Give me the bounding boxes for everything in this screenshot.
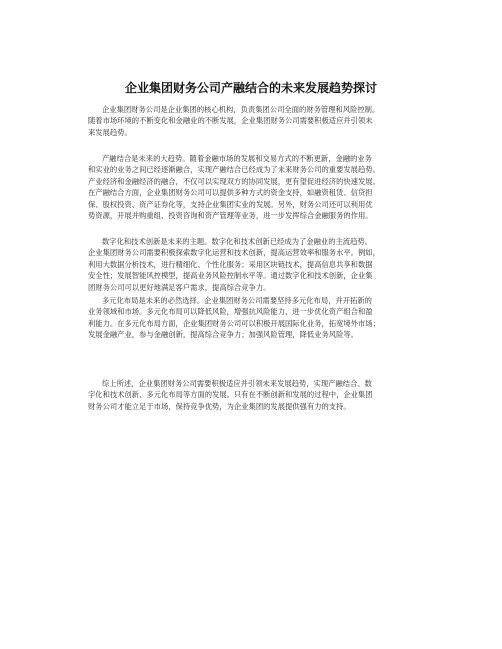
paragraph-line: 企业集团财务公司是企业集团的核心机构，负责集团公司全面的财务管理和风险控制。: [102, 105, 380, 114]
paragraph-line: 保、股权投资、资产证券化等，支持企业集团实业的发展。另外，财务公司还可以利用优: [88, 199, 373, 209]
paragraph-line: 来发展趋势。: [88, 127, 132, 137]
paragraph-line: 和实业的业务之间已经逐渐融合，实现产融结合已经成为了未来财务公司的重要发展趋势。: [88, 165, 380, 175]
paragraph-line: 在产融结合方面，企业集团财务公司可以提供多种方式的资金支持，如融资租赁、信贷担: [88, 188, 373, 198]
paragraph-industry-finance: [88, 153, 434, 221]
paragraph-line: 发展金融产业，参与金融创新，提高综合竞争力；加强风险管理，降低业务风险等。: [88, 330, 358, 340]
paragraph-line: 数字化和技术创新是未来的主题。数字化和技术创新已经成为了金融业的主流趋势。: [102, 237, 372, 246]
paragraph-line: 产业经济和金融经济的融合，不仅可以实现双方的协同发展，更有望促进经济的快速发展。: [88, 176, 380, 186]
paragraph-line: 综上所述，企业集团财务公司需要积极适应并引领未来发展趋势，实现产融结合、数: [102, 379, 372, 388]
paragraph-line: 财务公司才能立足于市场，保持竞争优势，为企业集团的发展提供强有力的支持。: [88, 401, 351, 411]
paragraph-line: 利能力。在多元化布局方面，企业集团财务公司可以积极开展国际化业务，拓宽境外市场；: [88, 318, 380, 328]
paragraph-line: 随着市场环境的不断变化和金融业的不断发展，企业集团财务公司需要积极适应并引领未: [88, 116, 373, 126]
paragraph-line: 团财务公司可以更好地满足客户需求，提高综合竞争力。: [88, 282, 271, 292]
paragraph-line: 势资源，开展并购重组、投资咨询和资产管理等业务，进一步发挥综合金融服务的作用。: [88, 210, 373, 220]
paragraph-line: 多元化布局是未来的必然选择。企业集团财务公司需要坚持多元化布局，并开拓新的: [102, 296, 372, 305]
paragraph-line: 字化和技术创新、多元化布局等方面的发展。只有在不断创新和发展的过程中，企业集团: [88, 390, 373, 400]
paragraph-line: 产融结合是未来的大趋势。随着金融市场的发展和交易方式的不断更新，金融的业务: [102, 154, 372, 163]
paragraph-diversification: [88, 295, 434, 341]
paragraph-digitalization: [88, 236, 434, 293]
paragraph-intro: [88, 104, 434, 138]
paragraph-line: 企业集团财务公司需要积极探索数字化运营和技术创新，提高运营效率和服务水平。例如，: [88, 248, 380, 258]
paragraph-line: 业务领域和市场。多元化布局可以降低风险，增强抗风险能力，进一步优化资产组合和盈: [88, 307, 373, 317]
document-title: 企业集团财务公司产融结合的未来发展趋势探讨: [124, 81, 377, 95]
paragraph-line: 安全性；发展智能风控模型，提高业务风险控制水平等。通过数字化和技术创新，企业集: [88, 271, 373, 281]
paragraph-line: 利用大数据分析技术，进行精细化、个性化服务；采用区块链技术，提高信息共享和数据: [88, 259, 373, 269]
paragraph-conclusion: [88, 378, 434, 412]
